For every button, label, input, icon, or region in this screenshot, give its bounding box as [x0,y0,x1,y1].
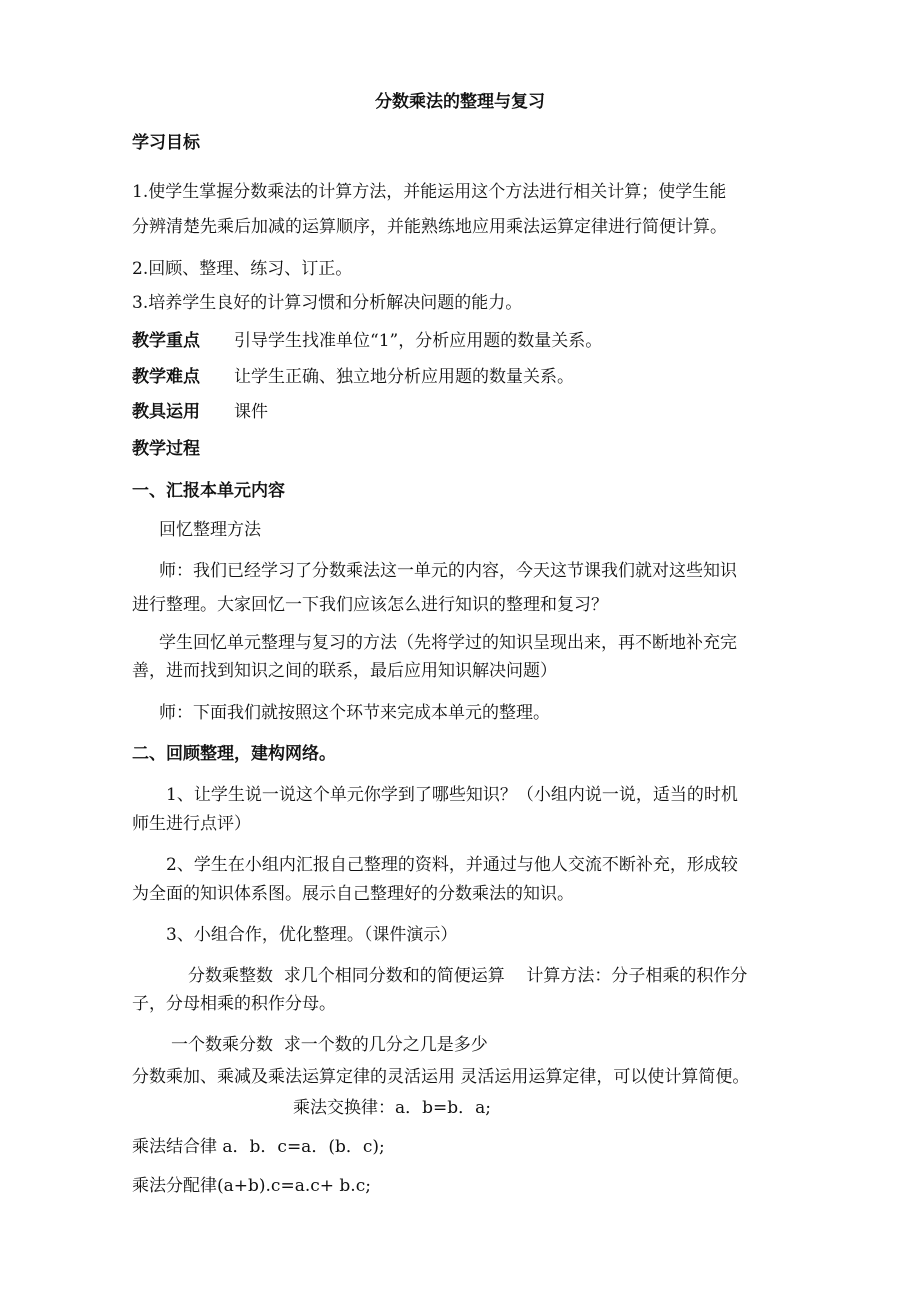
commutative-law: 乘法交换律：a．b=b．a; [293,1098,492,1118]
section-2-heading: 二、回顾整理，建构网络。 [132,744,336,764]
section-1-paragraph-3-line-2: 善，进而找到知识之间的联系，最后应用知识解决问题） [132,661,557,681]
objectives-heading: 学习目标 [132,133,200,153]
teaching-focus-row [132,331,602,351]
teaching-difficulty-label: 教学难点 [132,367,200,387]
section-2-item-2-line-1: 2、学生在小组内汇报自己整理的资料，并通过与他人交流不断补充，形成较 [166,855,738,875]
section-2-paragraph-4-line-1: 分数乘整数 求几个相同分数和的简便运算 计算方法：分子相乘的积作分 [188,966,748,986]
section-1-paragraph-2-line-2: 进行整理。大家回忆一下我们应该怎么进行知识的整理和复习？ [132,595,608,615]
section-2-item-3: 3、小组合作，优化整理。（课件演示） [166,925,458,945]
section-2-paragraph-4-line-2: 子，分母相乘的积作分母。 [132,994,336,1014]
teaching-focus-label: 教学重点 [132,331,200,351]
section-2-paragraph-6: 分数乘加、乘减及乘法运算定律的灵活运用 灵活运用运算定律，可以使计算简便。 [132,1067,750,1087]
teaching-tools-text: 课件 [234,402,268,422]
process-heading: 教学过程 [132,439,200,459]
distributive-law: 乘法分配律(a+b).c=a.c+ b.c; [132,1176,371,1196]
section-1-paragraph-3-line-1: 学生回忆单元整理与复习的方法（先将学过的知识呈现出来，再不断地补充完 [159,633,737,653]
document-title: 分数乘法的整理与复习 [375,92,545,112]
objective-1-line-1: 1.使学生掌握分数乘法的计算方法，并能运用这个方法进行相关计算；使学生能 [132,182,727,202]
teaching-focus-text: 引导学生找准单位“1”，分析应用题的数量关系。 [234,331,603,351]
teaching-tools-label: 教具运用 [132,402,200,422]
section-2-paragraph-5: 一个数乘分数 求一个数的几分之几是多少 [171,1035,488,1055]
section-2-item-1-line-1: 1、让学生说一说这个单元你学到了哪些知识？（小组内说一说，适当的时机 [166,785,738,805]
section-1-paragraph-1: 回忆整理方法 [159,520,261,540]
section-1-paragraph-4: 师：下面我们就按照这个环节来完成本单元的整理。 [159,703,550,723]
section-1-paragraph-2-line-1: 师：我们已经学习了分数乘法这一单元的内容，今天这节课我们就对这些知识 [159,561,737,581]
section-2-item-1-line-2: 师生进行点评） [132,814,251,834]
associative-law: 乘法结合律 a．b．c=a．(b．c); [132,1137,385,1157]
section-2-item-2-line-2: 为全面的知识体系图。展示自己整理好的分数乘法的知识。 [132,884,574,904]
teaching-tools-row [132,402,268,422]
section-1-heading: 一、汇报本单元内容 [132,481,285,501]
teaching-difficulty-text: 让学生正确、独立地分析应用题的数量关系。 [234,367,574,387]
objective-3: 3.培养学生良好的计算习惯和分析解决问题的能力。 [132,293,523,313]
teaching-difficulty-row [132,367,574,387]
objective-1-line-2: 分辨清楚先乘后加减的运算顺序，并能熟练地应用乘法运算定律进行简便计算。 [132,217,727,237]
objective-2: 2.回顾、整理、练习、订正。 [132,259,353,279]
